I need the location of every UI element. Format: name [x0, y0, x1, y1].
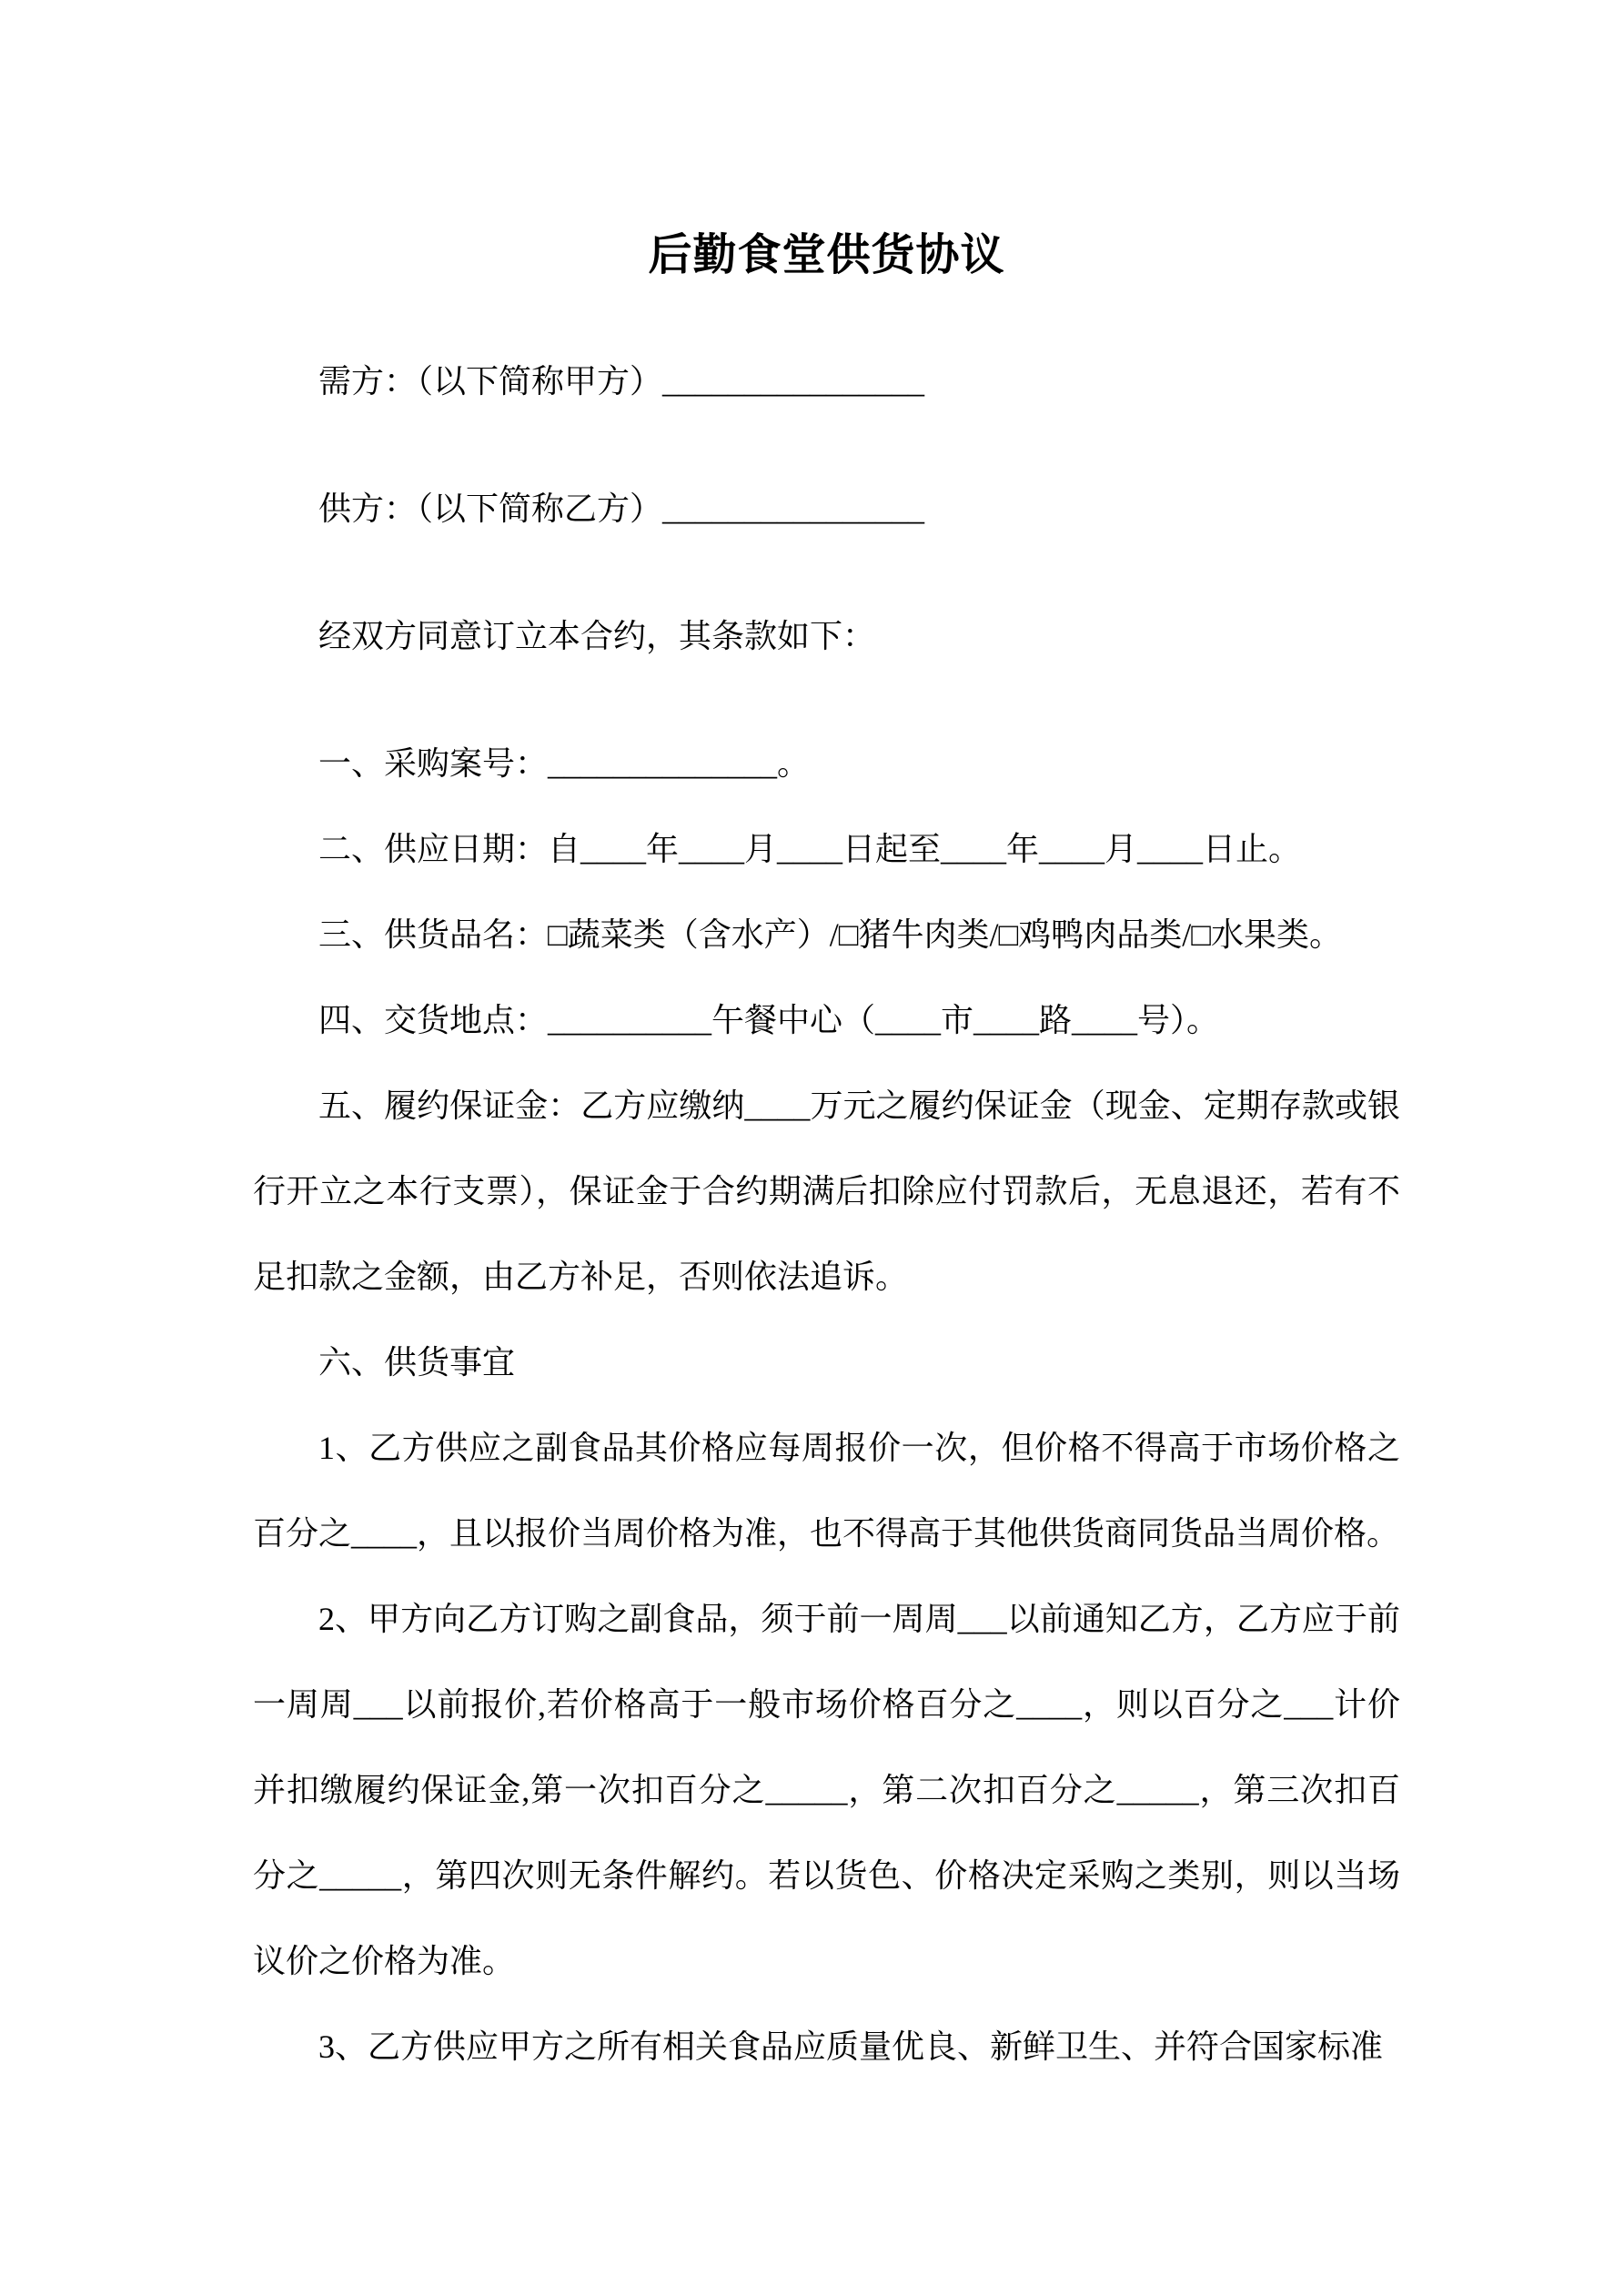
clause-3-goods-categories: 三、供货品名：□蔬菜类（含水产）/□猪牛肉类/□鸡鸭肉品类/□水果类。 [318, 916, 1342, 953]
clause-6-item-3-quality-standard: 3、乙方供应甲方之所有相关食品应质量优良、新鲜卫生、并符合国家标准 [318, 2028, 1384, 2065]
document-title [253, 226, 1400, 286]
clause-5-performance-bond: 五、履约保证金：乙方应缴纳____万元之履约保证金（现金、定期存款或银行开立之本行支票），保证金于合约期满后扣除应付罚款后，无息退还，若有不足扣款之金额，由乙方补足，否则依法追诉。 [253, 1087, 1400, 1295]
demand-party-line: 需方：（以下简称甲方）________________ [318, 363, 925, 400]
supply-party-line: 供方：（以下简称乙方）________________ [318, 491, 925, 527]
clause-4-delivery-location: 四、交货地点：__________午餐中心（____市____路____号）。 [318, 1002, 1220, 1038]
clause-6-item-2-ordering-and-penalty: 2、甲方向乙方订购之副食品，须于前一周周___以前通知乙方，乙方应于前一周周___以前报价,若价格高于一般市场价格百分之____，则以百分之___计价并扣缴履约保证金,第一次扣百分之_____，第二次扣百分之_____，第三次扣百分之_____，第四次则无条件解约。若以货色、价格决定采购之类别，则以当场议价之价格为准。 [253, 1601, 1400, 1979]
clause-2-supply-period: 二、供应日期：自____年____月____日起至____年____月____日止。 [318, 831, 1302, 867]
clause-6-supply-matters-heading: 六、供货事宜 [318, 1344, 516, 1381]
agreement-intro-line: 经双方同意订立本合约，其条款如下： [318, 618, 876, 654]
document-title-text: 后勤食堂供货协议 [648, 231, 1005, 279]
clause-6-item-1-weekly-quote: 1、乙方供应之副食品其价格应每周报价一次，但价格不得高于市场价格之百分之____，且以报价当周价格为准，也不得高于其他供货商同货品当周价格。 [253, 1430, 1400, 1552]
clause-1-procurement-number: 一、采购案号：______________。 [318, 745, 811, 782]
